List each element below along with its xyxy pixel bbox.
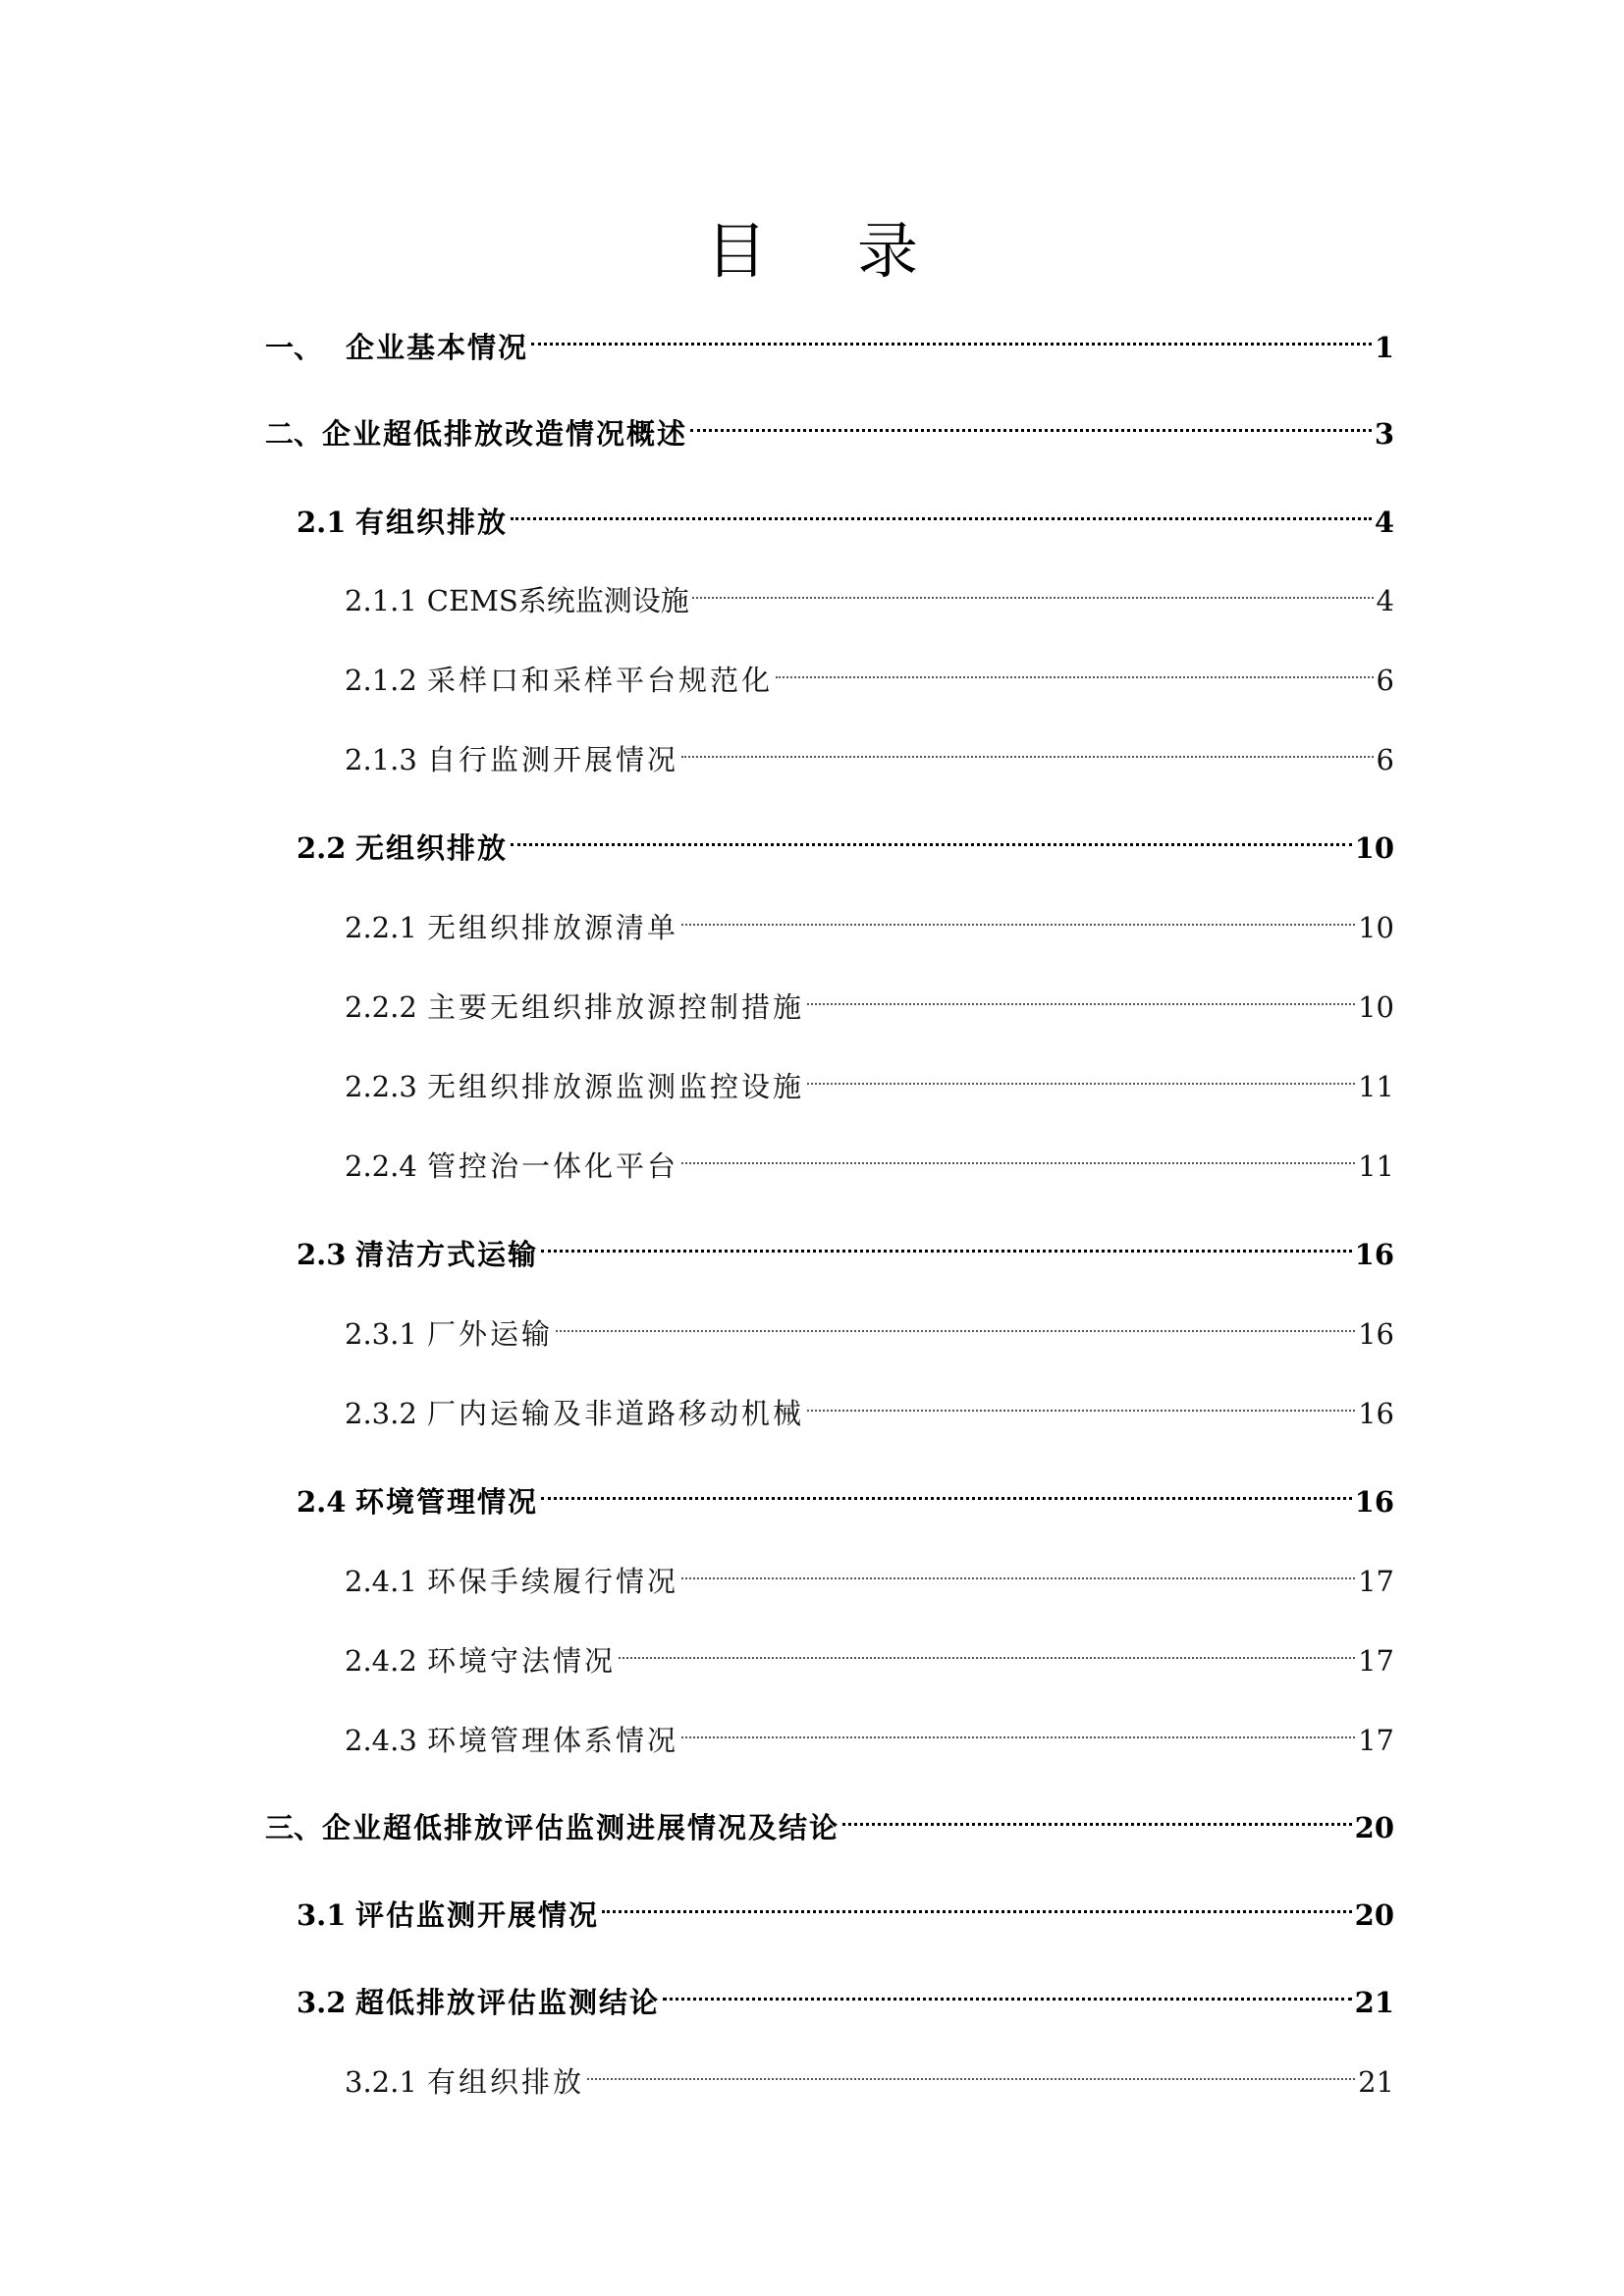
toc-entry-page: 16 bbox=[1354, 1238, 1394, 1271]
toc-entry-number: 2.2.4 bbox=[345, 1149, 417, 1183]
toc-entry-subsection-2-2-2[interactable] bbox=[345, 974, 1394, 1024]
toc-entry-subsection-2-4-3[interactable] bbox=[345, 1707, 1394, 1757]
toc-entry-title: 厂内运输及非道路移动机械 bbox=[427, 1397, 805, 1430]
toc-entry-title: 管控治一体化平台 bbox=[427, 1149, 679, 1183]
toc-entry-number: 2.4.2 bbox=[345, 1644, 417, 1678]
toc-entry-chapter-2[interactable] bbox=[265, 400, 1394, 451]
toc-entry-page: 17 bbox=[1358, 1644, 1394, 1678]
toc-entry-title: 清洁方式运输 bbox=[355, 1238, 539, 1271]
toc-entry-section-3-2[interactable] bbox=[297, 1969, 1394, 2019]
toc-entry-title: 评估监测开展情况 bbox=[355, 1898, 600, 1932]
toc-dot-leader bbox=[681, 1133, 1355, 1176]
toc-entry-page: 21 bbox=[1354, 1986, 1394, 2019]
toc-entry-page: 11 bbox=[1358, 1149, 1394, 1183]
toc-entry-section-2-1[interactable] bbox=[297, 489, 1394, 539]
toc-dot-leader bbox=[681, 894, 1355, 937]
toc-dot-leader bbox=[807, 1053, 1355, 1096]
toc-entry-number: 2.3.1 bbox=[345, 1317, 417, 1351]
toc-entry-page: 6 bbox=[1376, 743, 1394, 776]
toc-entry-number: 3.2 bbox=[297, 1986, 347, 2019]
toc-entry-chapter-3[interactable] bbox=[265, 1794, 1394, 1844]
toc-entry-title: 采样口和采样平台规范化 bbox=[427, 664, 774, 697]
toc-entry-page: 10 bbox=[1354, 831, 1394, 865]
toc-dot-leader bbox=[541, 1468, 1352, 1512]
toc-entry-number: 2.2.2 bbox=[345, 990, 417, 1024]
toc-entry-number: 2.4 bbox=[297, 1485, 347, 1519]
toc-entry-subsection-2-3-1[interactable] bbox=[345, 1301, 1394, 1351]
toc-dot-leader bbox=[842, 1794, 1352, 1838]
toc-dot-leader bbox=[681, 1707, 1355, 1750]
toc-dot-leader bbox=[681, 726, 1374, 770]
toc-entry-page: 3 bbox=[1374, 417, 1394, 451]
toc-entry-title: 无组织排放 bbox=[355, 831, 509, 865]
toc-entry-number: 2.1 bbox=[297, 506, 347, 539]
toc-dot-leader bbox=[807, 974, 1355, 1017]
toc-entry-title: 环境管理情况 bbox=[355, 1485, 539, 1519]
toc-entry-number: 二、 bbox=[265, 417, 323, 451]
toc-entry-page: 17 bbox=[1358, 1565, 1394, 1598]
toc-dot-leader bbox=[663, 1969, 1352, 2012]
toc-entry-number: 2.2 bbox=[297, 831, 347, 865]
toc-entry-page: 11 bbox=[1358, 1070, 1394, 1103]
toc-entry-page: 10 bbox=[1358, 911, 1394, 944]
toc-entry-section-3-1[interactable] bbox=[297, 1882, 1394, 1932]
toc-entry-title: 无组织排放源监测监控设施 bbox=[427, 1070, 805, 1103]
toc-entry-subsection-2-4-2[interactable] bbox=[345, 1628, 1394, 1678]
toc-entry-number: 2.2.3 bbox=[345, 1070, 417, 1103]
toc-entry-page: 16 bbox=[1358, 1397, 1394, 1430]
toc-dot-leader bbox=[511, 489, 1372, 532]
toc-entry-number: 2.1.2 bbox=[345, 664, 417, 697]
toc-entry-subsection-3-2-1[interactable] bbox=[345, 2049, 1394, 2099]
toc-entry-number: 2.4.3 bbox=[345, 1724, 417, 1757]
toc-entry-title: 自行监测开展情况 bbox=[427, 743, 679, 776]
toc-entry-title: 环境管理体系情况 bbox=[427, 1724, 679, 1757]
toc-entry-page: 20 bbox=[1354, 1898, 1394, 1932]
toc-entry-title: 有组织排放 bbox=[355, 506, 509, 539]
toc-entry-subsection-2-1-2[interactable] bbox=[345, 647, 1394, 697]
toc-dot-leader bbox=[541, 1221, 1352, 1264]
page-title-char-1: 目 bbox=[705, 215, 767, 287]
toc-entry-section-2-3[interactable] bbox=[297, 1221, 1394, 1271]
page-title bbox=[0, 204, 1624, 298]
toc-entry-title: 企业超低排放评估监测进展情况及结论 bbox=[322, 1811, 840, 1844]
toc-entry-number: 2.4.1 bbox=[345, 1565, 417, 1598]
toc-entry-number: 三、 bbox=[265, 1811, 323, 1844]
toc-entry-number: 3.2.1 bbox=[345, 2065, 417, 2099]
toc-dot-leader bbox=[556, 1301, 1355, 1344]
toc-entry-section-2-4[interactable] bbox=[297, 1468, 1394, 1519]
toc-entry-subsection-2-1-3[interactable] bbox=[345, 726, 1394, 776]
toc-entry-page: 1 bbox=[1374, 331, 1394, 364]
toc-entry-number: 2.3 bbox=[297, 1238, 347, 1271]
toc-dot-leader bbox=[602, 1882, 1352, 1925]
toc-entry-subsection-2-1-1[interactable] bbox=[345, 567, 1394, 617]
toc-entry-subsection-2-3-2[interactable] bbox=[345, 1380, 1394, 1430]
toc-entry-title: 企业超低排放改造情况概述 bbox=[322, 417, 688, 451]
toc-dot-leader bbox=[587, 2049, 1355, 2092]
toc-entry-page: 6 bbox=[1376, 664, 1394, 697]
toc-entry-subsection-2-2-4[interactable] bbox=[345, 1133, 1394, 1183]
toc-entry-page: 20 bbox=[1354, 1811, 1394, 1844]
toc-entry-title: 有组织排放 bbox=[427, 2065, 585, 2099]
toc-dot-leader bbox=[692, 567, 1374, 611]
toc-dot-leader bbox=[531, 314, 1372, 357]
toc-dot-leader bbox=[619, 1628, 1355, 1671]
toc-dot-leader bbox=[776, 647, 1374, 690]
toc-entry-subsection-2-2-3[interactable] bbox=[345, 1053, 1394, 1103]
toc-entry-number: 一、 bbox=[265, 331, 323, 364]
toc-entry-subsection-2-4-1[interactable] bbox=[345, 1548, 1394, 1598]
toc-entry-page: 17 bbox=[1358, 1724, 1394, 1757]
toc-entry-number: 2.1.1 bbox=[345, 584, 417, 617]
toc-entry-number: 2.1.3 bbox=[345, 743, 417, 776]
toc-entry-page: 21 bbox=[1358, 2065, 1394, 2099]
toc-entry-number: 2.3.2 bbox=[345, 1397, 417, 1430]
toc-entry-page: 10 bbox=[1358, 990, 1394, 1024]
toc-dot-leader bbox=[511, 815, 1352, 858]
toc-entry-title: CEMS系统监测设施 bbox=[426, 584, 689, 617]
toc-dot-leader bbox=[681, 1548, 1355, 1591]
toc-dot-leader bbox=[807, 1380, 1355, 1423]
toc-entry-section-2-2[interactable] bbox=[297, 815, 1394, 865]
toc-entry-page: 4 bbox=[1376, 584, 1394, 617]
toc-entry-title: 无组织排放源清单 bbox=[427, 911, 679, 944]
toc-entry-title: 环境守法情况 bbox=[427, 1644, 617, 1678]
toc-entry-number: 2.2.1 bbox=[345, 911, 417, 944]
toc-entry-subsection-2-2-1[interactable] bbox=[345, 894, 1394, 944]
toc-entry-page: 4 bbox=[1374, 506, 1394, 539]
toc-entry-page: 16 bbox=[1358, 1317, 1394, 1351]
toc-dot-leader bbox=[690, 400, 1372, 444]
toc-entry-chapter-1[interactable] bbox=[265, 314, 1394, 364]
page-title-char-2: 录 bbox=[857, 215, 919, 287]
toc-entry-title: 超低排放评估监测结论 bbox=[355, 1986, 661, 2019]
toc-entry-number: 3.1 bbox=[297, 1898, 347, 1932]
toc-entry-title: 环保手续履行情况 bbox=[427, 1565, 679, 1598]
toc-entry-title: 企业基本情况 bbox=[346, 331, 529, 364]
toc-entry-page: 16 bbox=[1354, 1485, 1394, 1519]
toc-entry-title: 主要无组织排放源控制措施 bbox=[427, 990, 805, 1024]
toc-entry-title: 厂外运输 bbox=[427, 1317, 554, 1351]
